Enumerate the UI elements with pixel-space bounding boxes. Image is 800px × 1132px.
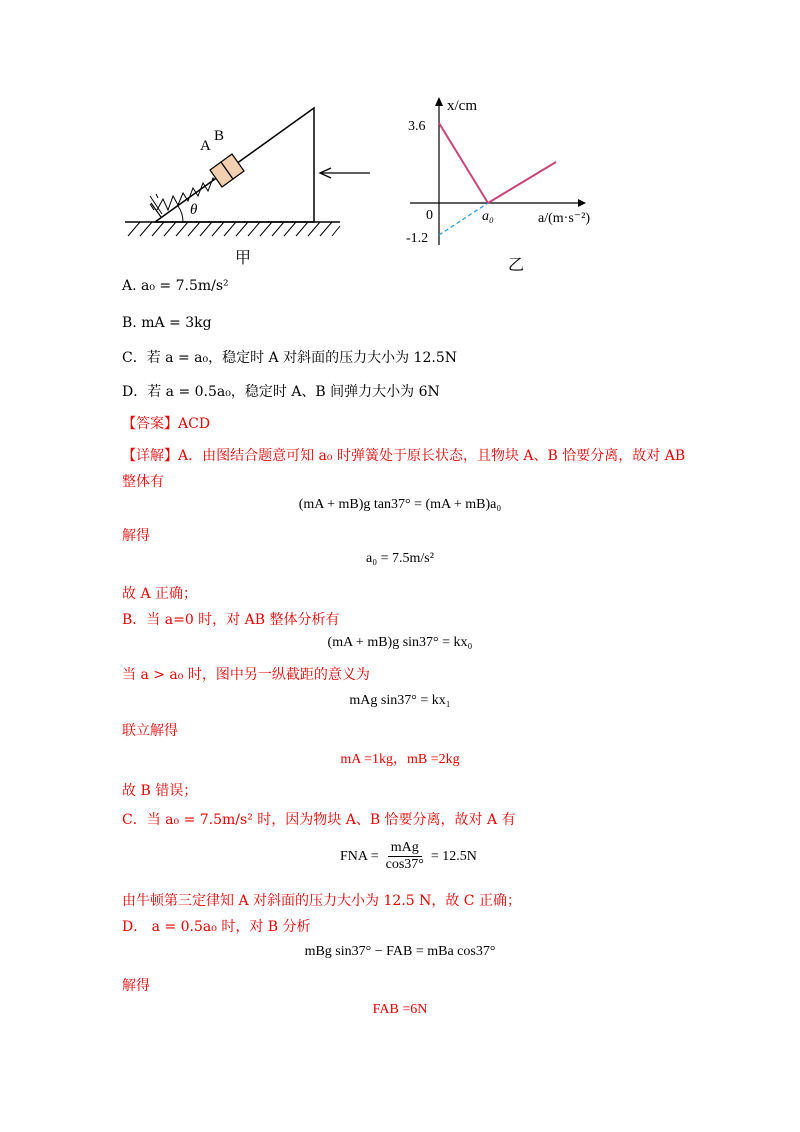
solution-intro-2: 整体有 bbox=[122, 474, 164, 490]
y-axis-arrow bbox=[435, 97, 443, 106]
graph-line-left bbox=[439, 123, 488, 203]
solution-jiede-1: 解得 bbox=[122, 528, 150, 544]
solution-intro-1: 【详解】A．由图结合题意可知 a₀ 时弹簧处于原长状态，且物块 A、B 恰要分离，故对 AB bbox=[122, 448, 686, 464]
equation-1: (mA + mB)g tan37° = (mA + mB)a₀ bbox=[298, 497, 502, 512]
solution-C-line-2: 由牛顿第三定律知 A 对斜面的压力大小为 12.5 N，故 C 正确； bbox=[122, 893, 521, 909]
conclusion-A: 故 A 正确； bbox=[122, 586, 198, 602]
y-bottom-label: -1.2 bbox=[406, 231, 429, 246]
equation-7: mBg sin37° − FAB = mBa cos37° bbox=[304, 944, 496, 959]
solution-B-line: B．当 a=0 时，对 AB 整体分析有 bbox=[122, 612, 340, 628]
equation-6 bbox=[340, 840, 477, 873]
y-axis-label: x/cm bbox=[447, 98, 477, 114]
equation-3: (mA + mB)g sin37° = kx₀ bbox=[327, 635, 473, 650]
solution-C-line: C．当 a₀ = 7.5m/s² 时，因为物块 A、B 恰要分离，故对 A 有 bbox=[122, 812, 516, 828]
x-axis-arrow bbox=[578, 199, 586, 207]
caption-yi: 乙 bbox=[508, 257, 525, 274]
spring bbox=[157, 178, 214, 210]
graph-line-right bbox=[488, 162, 556, 203]
equation-8: FAB =6N bbox=[372, 1002, 428, 1017]
solution-B-line-2: 当 a > a₀ 时，图中另一纵截距的意义为 bbox=[122, 667, 370, 683]
a0-label: a₀ bbox=[482, 209, 494, 224]
conclusion-B: 故 B 错误； bbox=[122, 783, 198, 799]
angle-label: θ bbox=[190, 202, 198, 218]
label-A: A bbox=[200, 138, 211, 154]
answer: 【答案】ACD bbox=[122, 416, 211, 432]
solution-D-line: D． a = 0.5a₀ 时，对 B 分析 bbox=[122, 919, 311, 935]
equation-6-lhs: FNA = bbox=[340, 848, 379, 864]
equation-6-fraction bbox=[383, 840, 427, 873]
ground-hatch bbox=[128, 222, 340, 236]
angle-arc bbox=[178, 206, 183, 222]
figure-graph bbox=[390, 80, 640, 275]
equation-4: mAg sin37° = kx₁ bbox=[349, 693, 451, 708]
option-C: C．若 a = a₀，稳定时 A 对斜面的压力大小为 12.5N bbox=[122, 350, 457, 366]
caption-jia: 甲 bbox=[235, 250, 252, 267]
solution-jiede-2: 解得 bbox=[122, 978, 150, 994]
option-D: D．若 a = 0.5a₀，稳定时 A、B 间弹力大小为 6N bbox=[122, 384, 440, 400]
x-axis-label: a/(m·s⁻²) bbox=[538, 211, 591, 226]
label-B: B bbox=[214, 128, 225, 144]
option-B: B. mA = 3kg bbox=[122, 315, 212, 331]
solution-lianli: 联立解得 bbox=[122, 723, 178, 739]
equation-6-numerator: mAg bbox=[388, 840, 422, 857]
equation-2: a₀ = 7.5m/s² bbox=[366, 551, 434, 566]
y-top-label: 3.6 bbox=[408, 119, 426, 134]
origin-label: 0 bbox=[426, 208, 433, 223]
figure-incline bbox=[0, 0, 420, 270]
option-A: A. a₀ = 7.5m/s² bbox=[122, 278, 229, 294]
equation-5: mA =1kg，mB =2kg bbox=[340, 752, 460, 767]
equation-6-denominator: cos37° bbox=[385, 857, 424, 872]
equation-6-rhs: = 12.5N bbox=[430, 848, 477, 864]
graph-dashed-extension bbox=[439, 203, 488, 235]
